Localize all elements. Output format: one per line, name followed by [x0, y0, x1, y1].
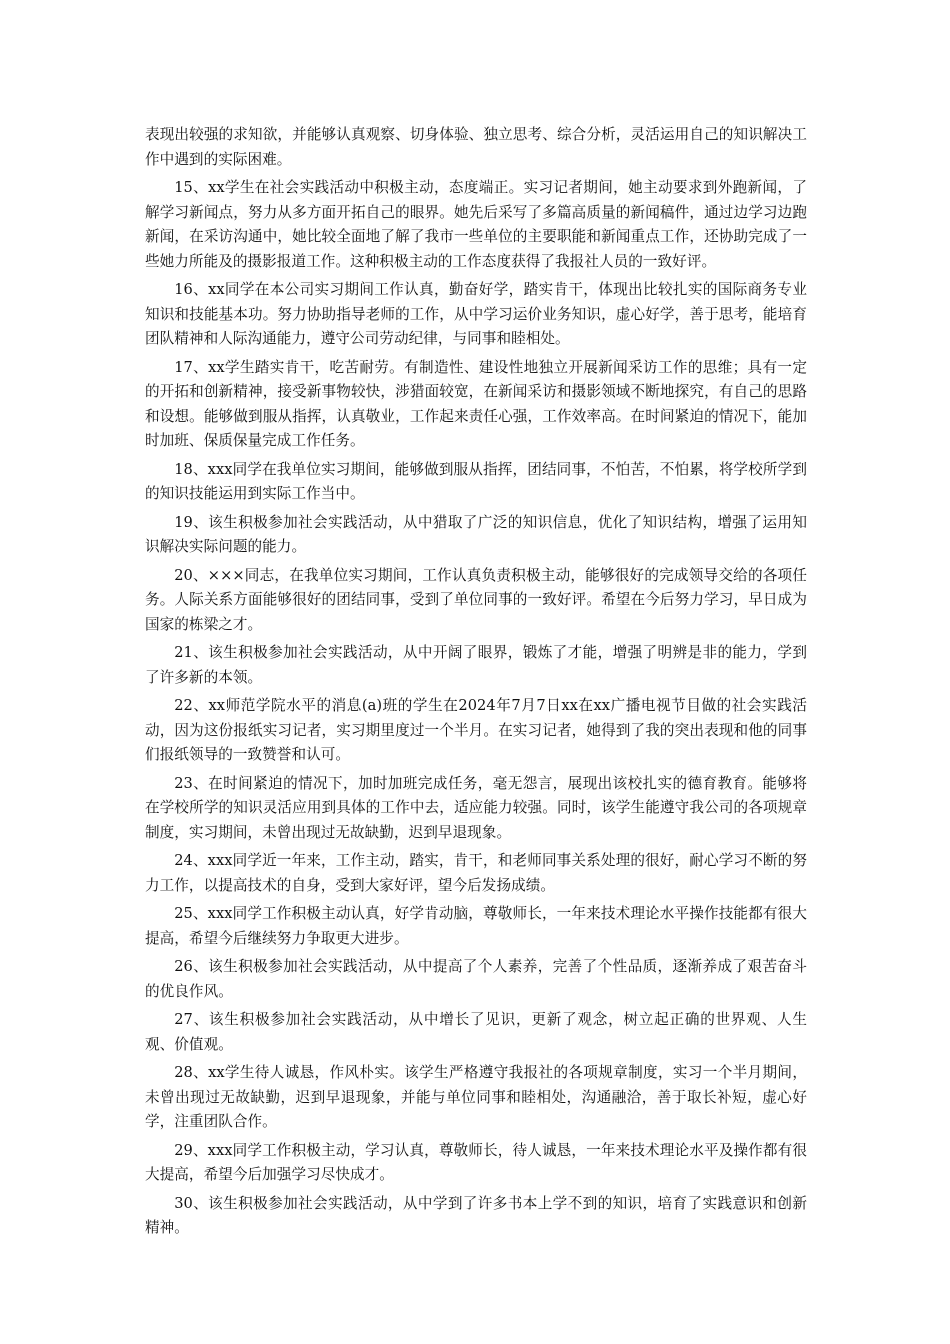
paragraph-item-27: 27、该生积极参加社会实践活动，从中增长了见识，更新了观念，树立起正确的世界观、人生观、价值观。: [145, 1011, 807, 1053]
paragraph-item-25: 25、xxx同学工作积极主动认真，好学肯动脑，尊敬师长，一年来技术理论水平操作技能都有很大提高，希望今后继续努力争取更大进步。: [145, 905, 807, 947]
document-page: [145, 123, 807, 1245]
paragraph-item-21: 21、该生积极参加社会实践活动，从中开阔了眼界，锻炼了才能，增强了明辨是非的能力，学到了许多新的本领。: [145, 644, 807, 686]
paragraph-item-19: 19、该生积极参加社会实践活动，从中猎取了广泛的知识信息，优化了知识结构，增强了运用知识解决实际问题的能力。: [145, 513, 807, 555]
paragraph-item-26: 26、该生积极参加社会实践活动，从中提高了个人素养，完善了个性品质，逐渐养成了艰苦奋斗的优良作风。: [145, 958, 807, 1000]
paragraph-item-16: 16、xx同学在本公司实习期间工作认真，勤奋好学，踏实肯干，体现出比较扎实的国际商务专业知识和技能基本功。努力协助指导老师的工作，从中学习运价业务知识，虚心好学，善于思考，能培育团队精神和人际沟通能力，遵守公司劳动纪律，与同事和睦相处。: [145, 281, 807, 347]
paragraph-item-23: 23、在时间紧迫的情况下，加时加班完成任务，毫无怨言，展现出该校扎实的德育教育。能够将在学校所学的知识灵活应用到具体的工作中去，适应能力较强。同时，该学生能遵守我公司的各项规章制度，实习期间，未曾出现过无故缺勤，迟到早退现象。: [145, 774, 807, 841]
paragraph-item-18: 18、xxx同学在我单位实习期间，能够做到服从指挥，团结同事，不怕苦，不怕累，将学校所学到的知识技能运用到实际工作当中。: [145, 460, 807, 502]
paragraph-item-24: 24、xxx同学近一年来，工作主动，踏实，肯干，和老师同事关系处理的很好，耐心学习不断的努力工作，以提高技术的自身，受到大家好评，望今后发扬成绩。: [145, 852, 807, 894]
paragraph-item-30: 30、该生积极参加社会实践活动，从中学到了许多书本上学不到的知识，培育了实践意识和创新精神。: [145, 1194, 807, 1236]
paragraph-continuation: 表现出较强的求知欲，并能够认真观察、切身体验、独立思考、综合分析，灵活运用自己的知识解决工作中遇到的实际困难。: [145, 126, 807, 168]
paragraph-item-20: 20、×××同志，在我单位实习期间，工作认真负责积极主动，能够很好的完成领导交给的各项任务。人际关系方面能够很好的团结同事，受到了单位同事的一致好评。希望在今后努力学习，早日成为国家的栋梁之才。: [145, 566, 807, 633]
paragraph-item-17: 17、xx学生踏实肯干，吃苦耐劳。有制造性、建设性地独立开展新闻采访工作的思维；具有一定的开拓和创新精神，接受新事物较快，涉猎面较宽，在新闻采访和摄影领域不断地探究，有自己的思路和设想。能够做到服从指挥，认真敬业，工作起来责任心强，工作效率高。在时间紧迫的情况下，能加时加班、保质保量完成工作任务。: [145, 358, 807, 449]
paragraph-item-22: 22、xx师范学院水平的消息(a)班的学生在2024年7月7日xx在xx广播电视节目做的社会实践活动，因为这份报纸实习记者，实习期里度过一个半月。在实习记者，她得到了我的突出表现和他的同事们报纸领导的一致赞誉和认可。: [145, 697, 807, 763]
paragraph-item-15: 15、xx学生在社会实践活动中积极主动，态度端正。实习记者期间，她主动要求到外跑新闻，了解学习新闻点，努力从多方面开拓自己的眼界。她先后采写了多篇高质量的新闻稿件，通过边学习边跑新闻，在采访沟通中，她比较全面地了解了我市一些单位的主要职能和新闻重点工作，还协助完成了一些她力所能及的摄影报道工作。这种积极主动的工作态度获得了我报社人员的一致好评。: [145, 179, 807, 270]
paragraph-item-29: 29、xxx同学工作积极主动，学习认真，尊敬师长，待人诚恳，一年来技术理论水平及操作都有很大提高，希望今后加强学习尽快成才。: [145, 1141, 807, 1183]
paragraph-item-28: 28、xx学生待人诚恳，作风朴实。该学生严格遵守我报社的各项规章制度，实习一个半月期间，未曾出现过无故缺勤，迟到早退现象，并能与单位同事和睦相处，沟通融洽，善于取长补短，虚心好学，注重团队合作。: [145, 1064, 807, 1130]
